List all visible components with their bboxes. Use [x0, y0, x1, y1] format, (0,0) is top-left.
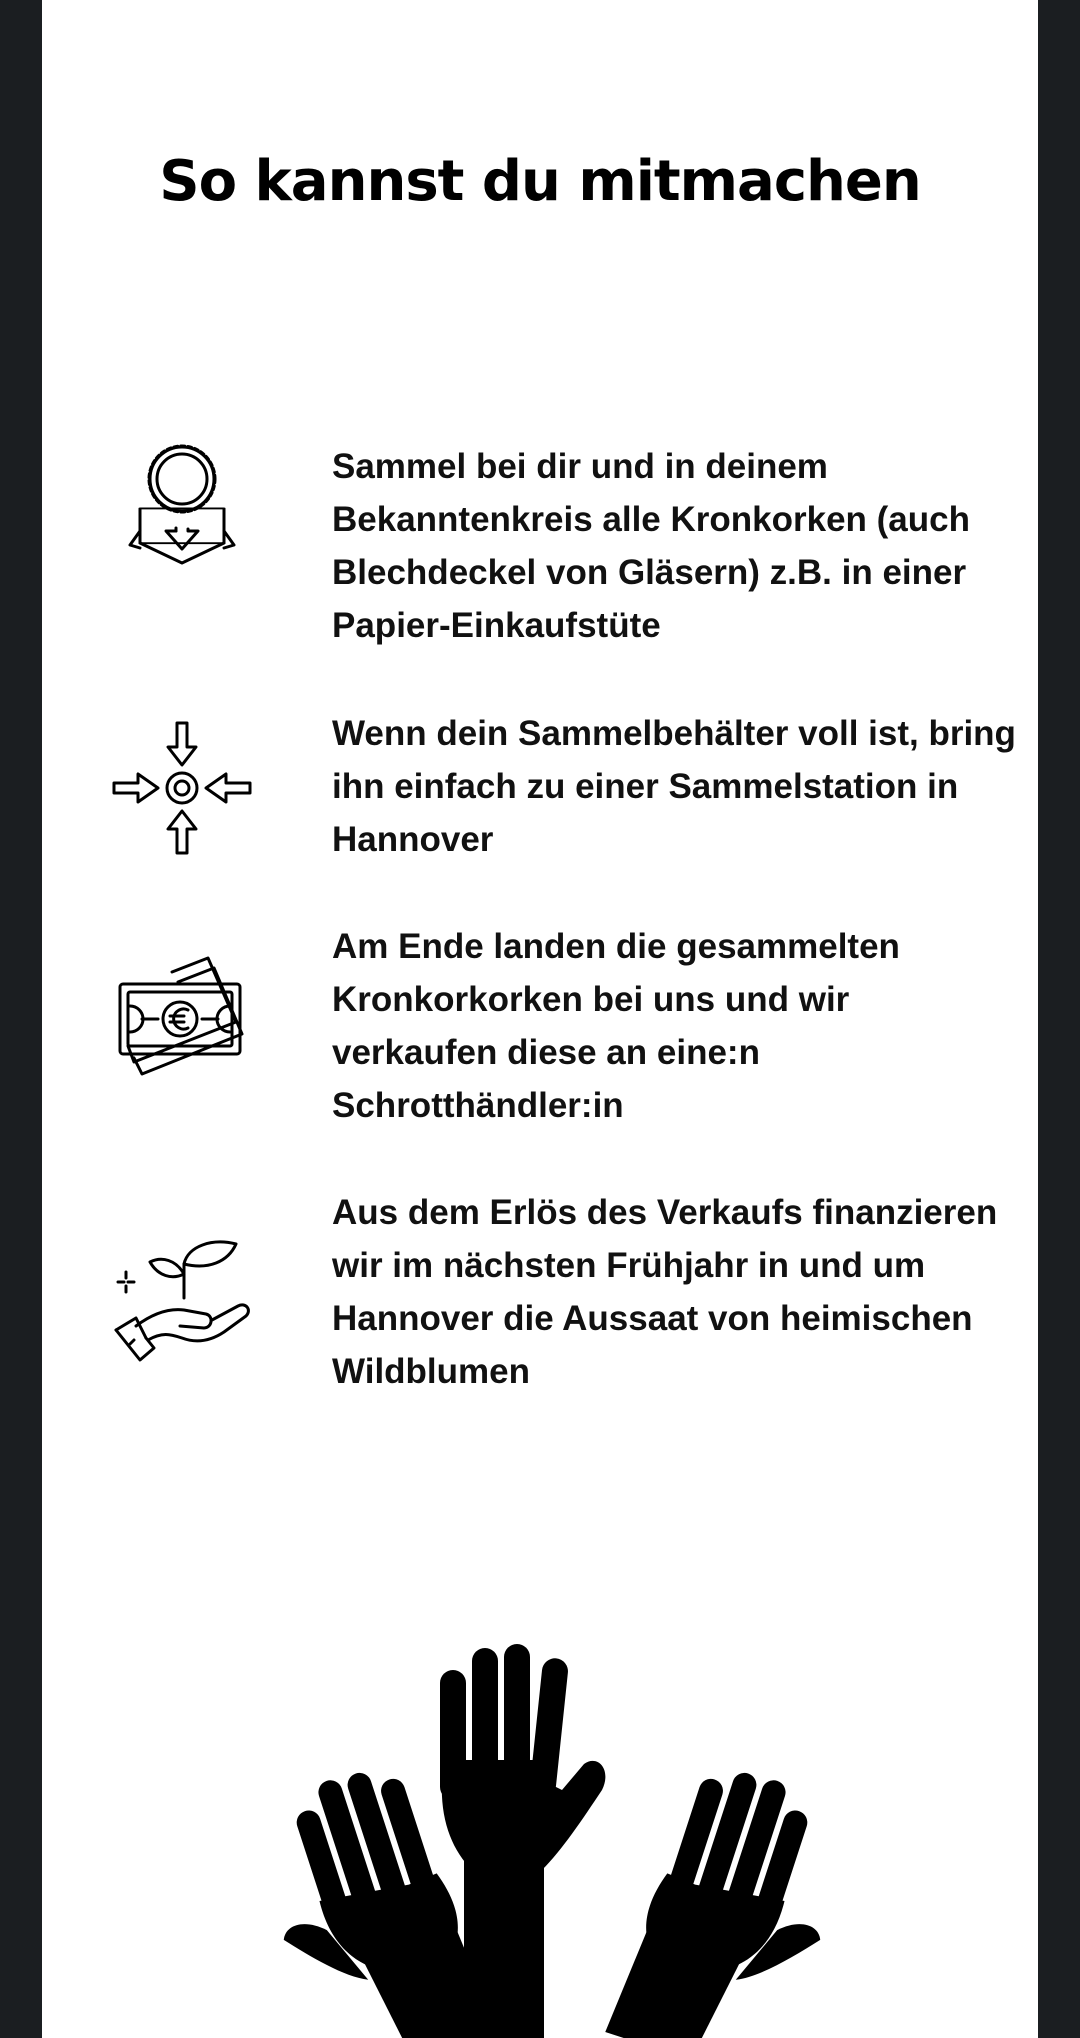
hand-holding-sprout-icon — [112, 1234, 252, 1374]
arrows-converging-icon — [112, 715, 252, 855]
bottle-cap-into-box-icon — [112, 443, 252, 583]
step-3-text: Am Ende landen die gesammelten Kronkorkorken bei uns und wir verkaufen diese an eine:n Schrotthändler:in — [332, 927, 900, 1125]
step-4-text: Aus dem Erlös des Verkaufs finanzieren wir im nächsten Frühjahr in und um Hannover die Aussaat von heimischen Wildblumen — [332, 1193, 998, 1391]
euro-banknotes-icon — [112, 954, 252, 1094]
step-1-text: Sammel bei dir und in deinem Bekanntenkreis alle Kronkorken (auch Blechdeckel von Gläsern) z.B. in einer Papier-Einkaufstüte — [332, 447, 970, 645]
step-2-text: Wenn dein Sammelbehälter voll ist, bring ihn einfach zu einer Sammelstation in Hannover — [332, 714, 1016, 859]
page-title: So kannst du mitmachen — [159, 149, 921, 214]
right-hand — [605, 1754, 832, 2038]
raised-hands-illustration — [272, 1630, 832, 2038]
page-card — [42, 0, 1038, 2038]
